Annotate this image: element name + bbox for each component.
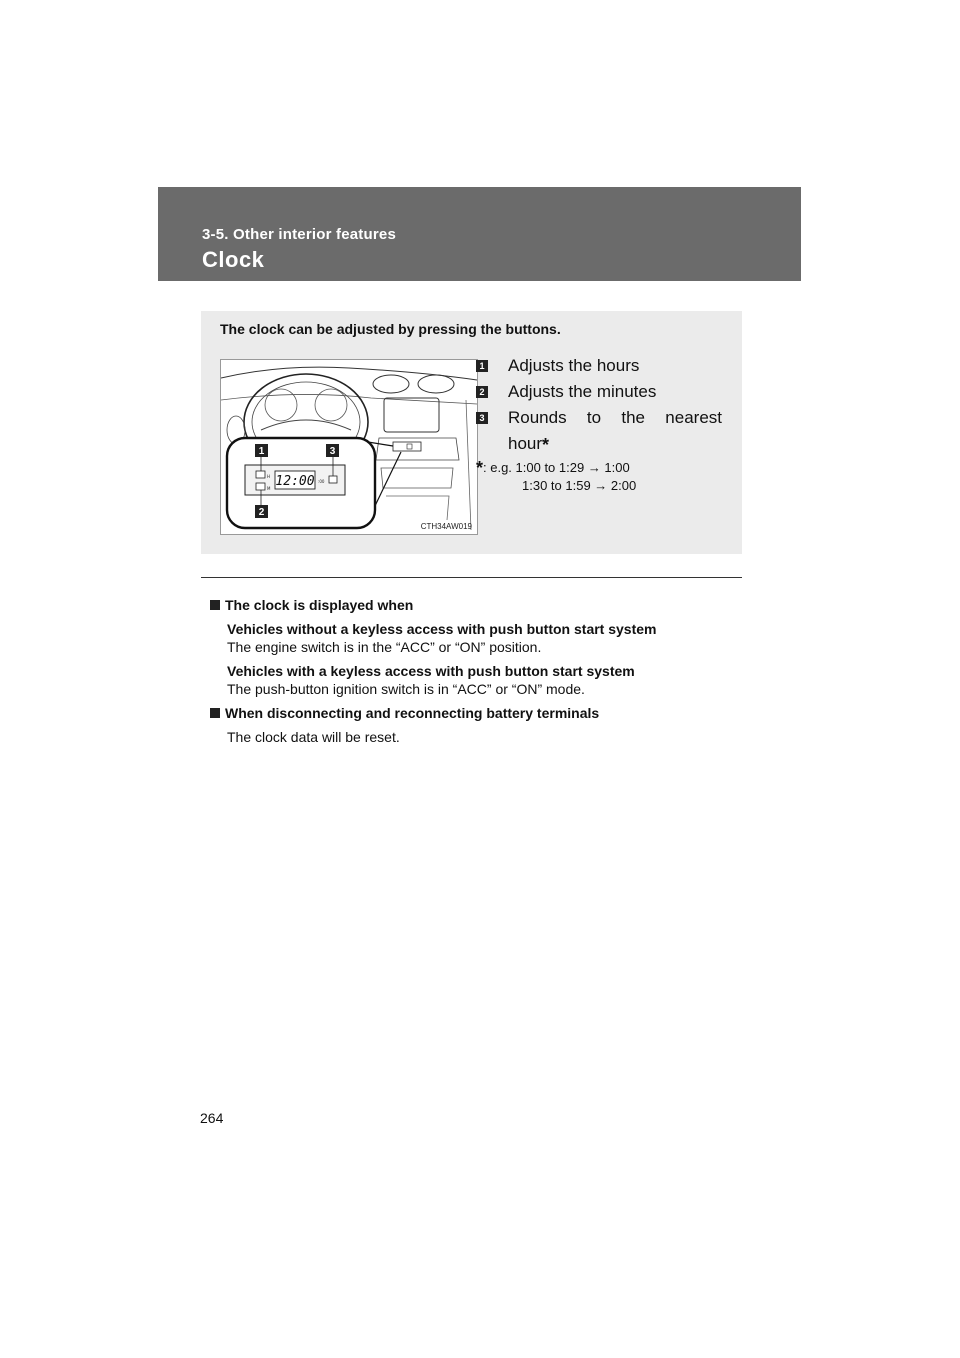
figure-badge-3: 3 [329, 446, 336, 457]
callout-badge: 1 [476, 360, 488, 372]
footnote [476, 459, 636, 494]
dashboard-drawing [221, 360, 477, 534]
figure-badge-2: 2 [258, 507, 265, 518]
chapter-header [158, 187, 801, 281]
callout-item [476, 405, 722, 458]
figure-code: CTH34AW019 [420, 522, 472, 531]
callout-item [476, 379, 722, 405]
callout-text: Rounds to the nearest [508, 408, 722, 427]
callout-text: Adjusts the hours [508, 356, 640, 375]
notes [210, 596, 750, 752]
intro-text: The clock can be adjusted by pressing the buttons. [220, 321, 561, 337]
note-body: The push-button ignition switch is in “ACC” or “ON” mode. [227, 681, 585, 697]
note-body: The clock data will be reset. [227, 729, 400, 745]
callout-item [476, 353, 722, 379]
page-title: Clock [202, 247, 265, 272]
footnote-star: * [476, 458, 484, 478]
callout-list [476, 353, 722, 458]
section-divider [201, 577, 742, 578]
square-bullet-icon [210, 708, 220, 718]
button-reset-label: :00 [318, 479, 325, 484]
note-heading: The clock is displayed when [210, 596, 750, 614]
footnote-line-2: 1:30 to 1:59 → 2:00 [522, 478, 637, 493]
square-bullet-icon [210, 600, 220, 610]
figure-badge-1: 1 [258, 446, 265, 457]
button-m-label: M [267, 486, 271, 491]
clock-display: 12:00 [275, 474, 315, 489]
clock-illustration [220, 359, 478, 535]
note-body: The engine switch is in the “ACC” or “ON” position. [227, 639, 542, 655]
note-subheading: Vehicles without a keyless access with push button start system [227, 621, 657, 637]
note-heading: When disconnecting and reconnecting battery terminals [210, 704, 750, 722]
section-label: 3-5. Other interior features [202, 226, 396, 243]
footnote-line-1: : e.g. 1:00 to 1:29 → 1:00 [483, 460, 630, 475]
page-number: 264 [200, 1110, 224, 1126]
callout-text: Adjusts the minutes [508, 382, 657, 401]
callout-badge: 3 [476, 412, 488, 424]
note-subheading: Vehicles with a keyless access with push button start system [227, 663, 635, 679]
callout-text-continued: hour* [508, 434, 550, 455]
button-h-label: H [267, 474, 271, 479]
callout-badge: 2 [476, 386, 488, 398]
footnote-marker: * [542, 435, 550, 455]
intro-box [201, 311, 742, 554]
